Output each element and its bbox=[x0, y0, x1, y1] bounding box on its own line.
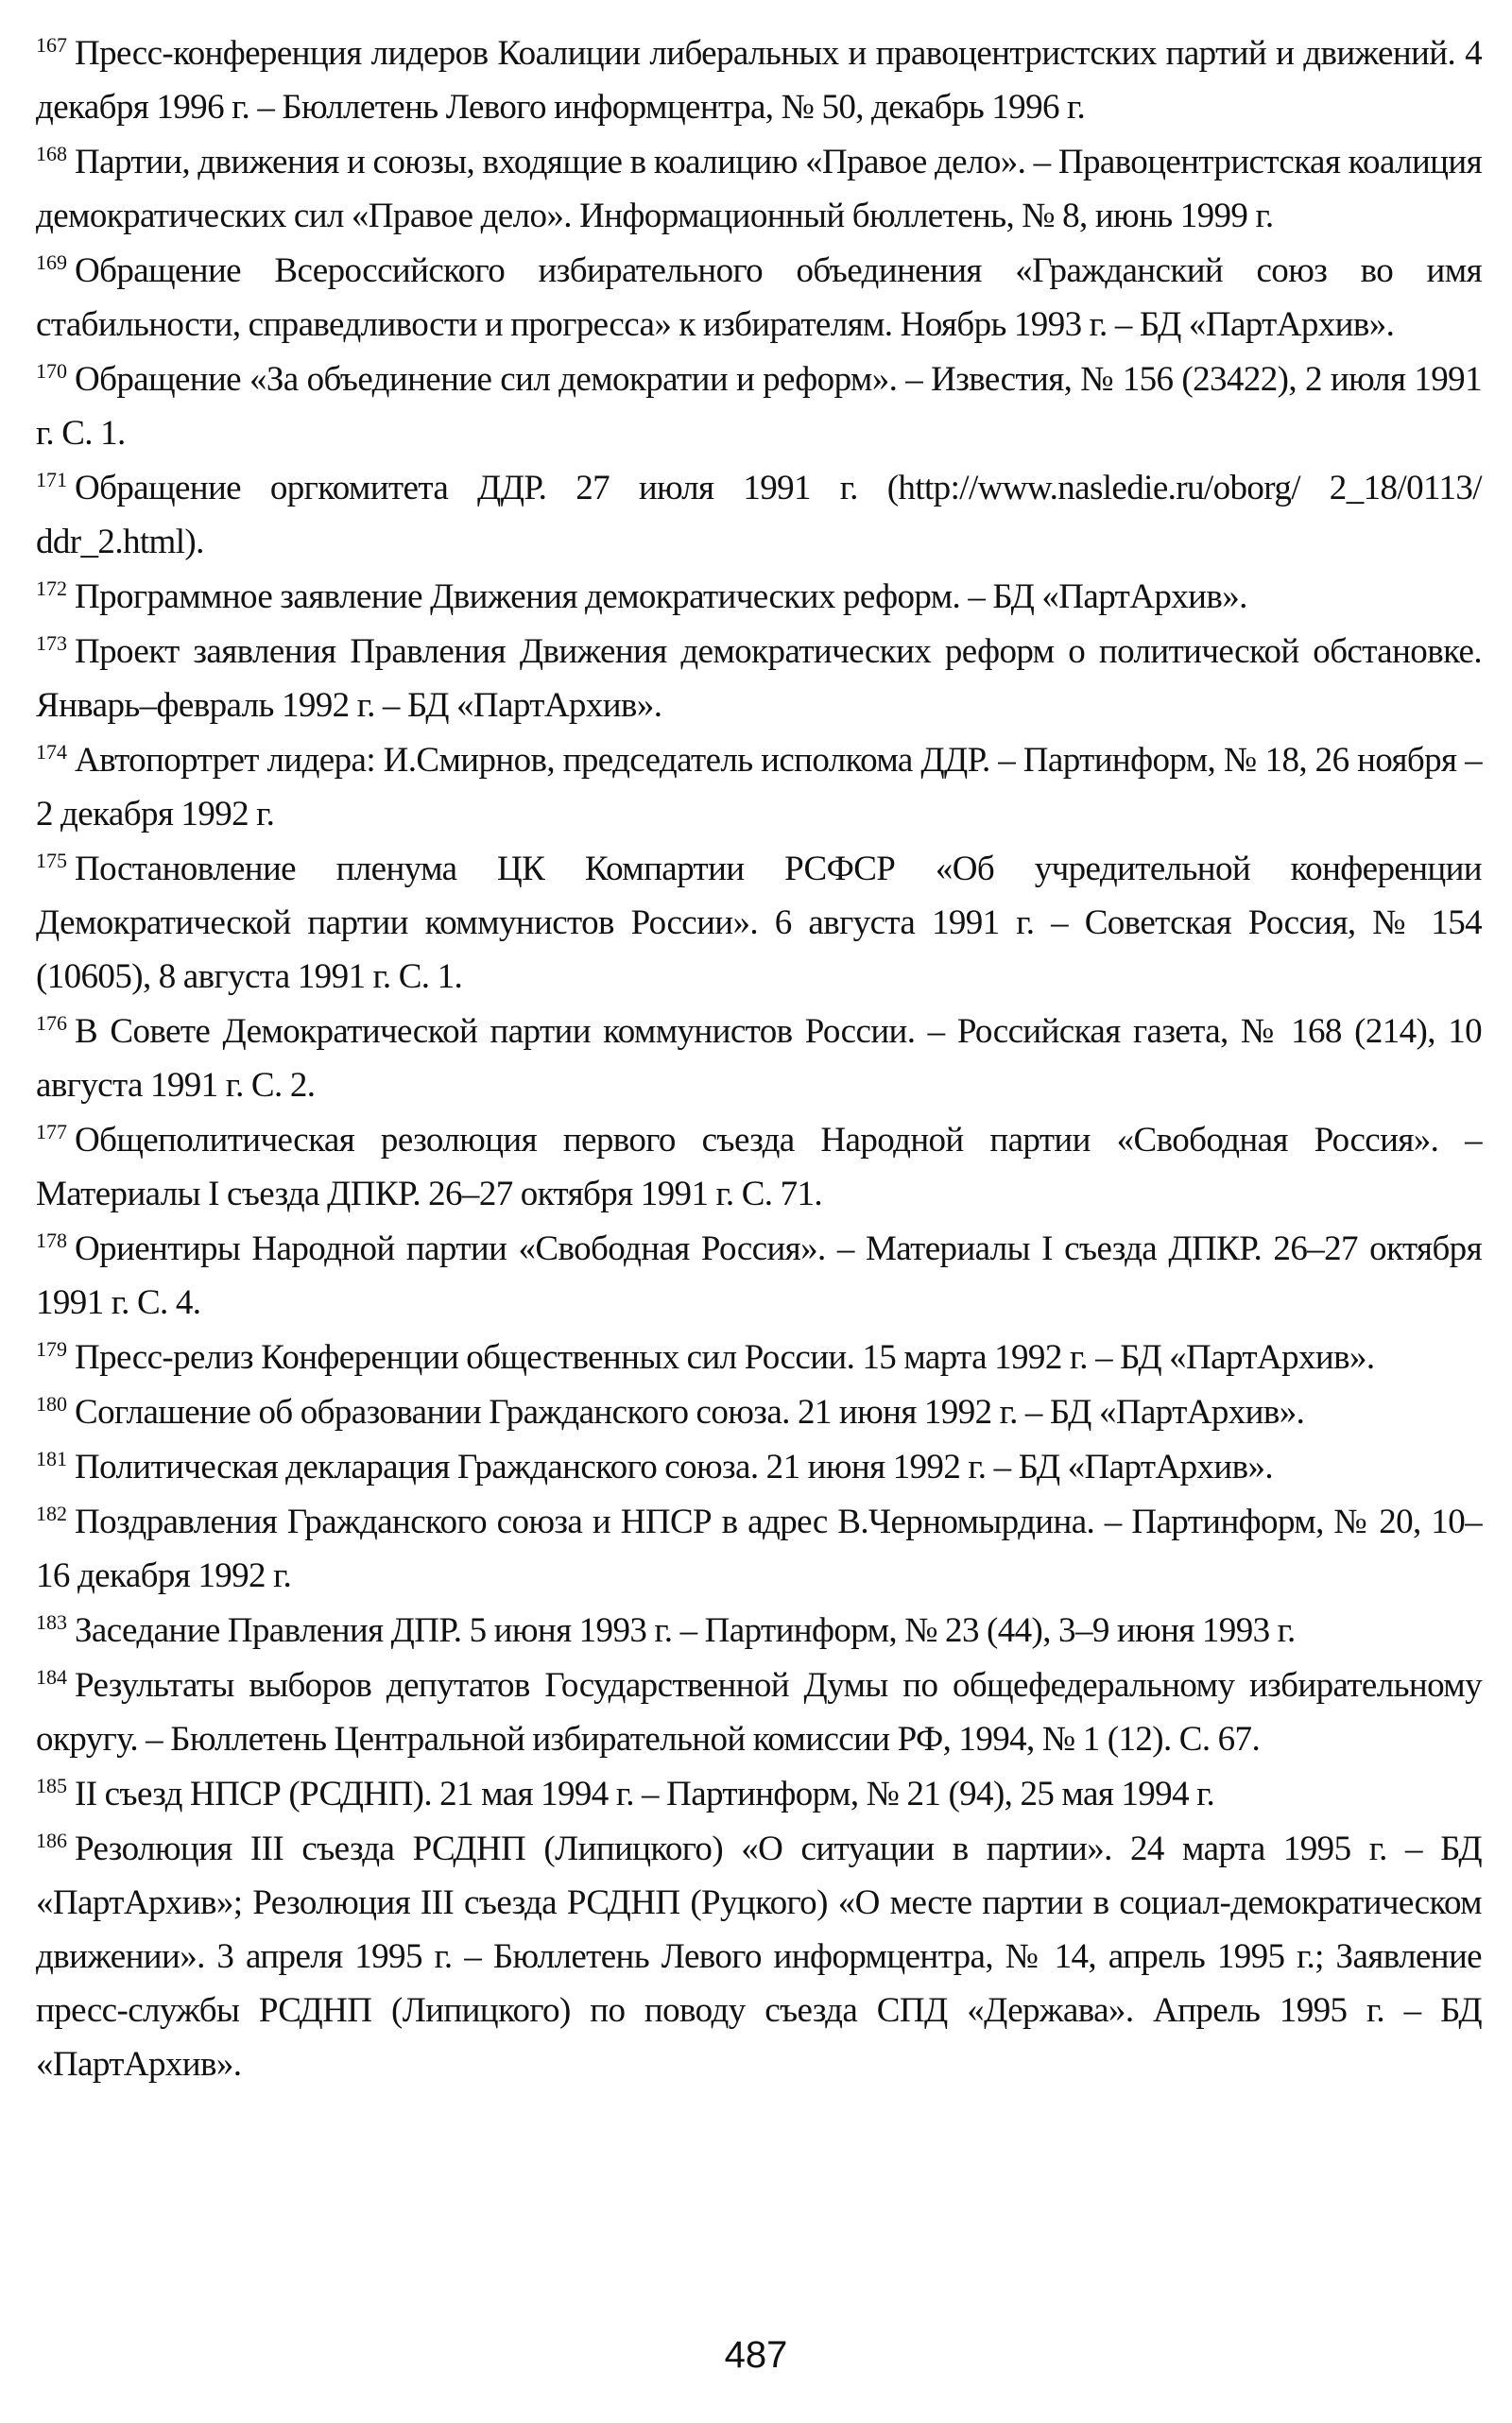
footnote-text: Проект заявления Правления Движения демократических реформ о политической обстановке. Январь–февраль 1992 г. – БД «ПартАрхив». bbox=[36, 632, 1482, 725]
footnote-number: 178 bbox=[36, 1228, 67, 1252]
footnote-text: Партии, движения и союзы, входящие в коалицию «Правое дело». – Правоцентристская коалиция демократических сил «Правое дело». Информационный бюллетень, № 8, июнь 1999 г. bbox=[36, 143, 1482, 235]
footnote-text: Обращение оргкомитета ДДР. 27 июля 1991 г. (http://www.nasledie.ru/oborg/ 2_18/0113/ ddr_2.html). bbox=[36, 469, 1482, 561]
footnote-number: 174 bbox=[36, 739, 67, 764]
footnote bbox=[36, 570, 1482, 624]
footnote bbox=[36, 1604, 1482, 1658]
footnote-number: 168 bbox=[36, 141, 67, 165]
footnote-text: Постановление пленума ЦК Компартии РСФСР «Об учредительной конференции Демократической партии коммунистов России». 6 августа 1991 г. – Советская Россия, № 154 (10605), 8 августа 1991 г. С. 1. bbox=[36, 850, 1482, 996]
footnote-number: 169 bbox=[36, 249, 67, 274]
footnote bbox=[36, 352, 1482, 460]
footnote-text: Пресс-конференция лидеров Коалиции либеральных и правоцентристских партий и движений. 4 декабря 1996 г. – Бюллетень Левого информцентра, № 50, декабрь 1996 г. bbox=[36, 34, 1482, 127]
footnote bbox=[36, 733, 1482, 841]
footnote bbox=[36, 842, 1482, 1004]
footnote-number: 170 bbox=[36, 358, 67, 383]
footnote bbox=[36, 1767, 1482, 1821]
footnote-text: Обращение Всероссийского избирательного объединения «Гражданский союз во имя стабильности, справедливости и прогресса» к избирателям. Ноябрь 1993 г. – БД «ПартАрхив». bbox=[36, 251, 1482, 344]
footnote-text: Соглашение об образовании Гражданского союза. 21 июня 1992 г. – БД «ПартАрхив». bbox=[75, 1393, 1305, 1432]
footnote-text: Автопортрет лидера: И.Смирнов, председатель исполкома ДДР. – Партинформ, № 18, 26 ноября – 2 декабря 1992 г. bbox=[36, 741, 1482, 833]
footnote-number: 185 bbox=[36, 1773, 67, 1797]
page-number: 487 bbox=[724, 2334, 788, 2376]
footnote-number: 173 bbox=[36, 630, 67, 655]
footnote bbox=[36, 461, 1482, 569]
footnote bbox=[36, 1113, 1482, 1221]
footnote bbox=[36, 1222, 1482, 1330]
footnote bbox=[36, 1495, 1482, 1603]
footnote-text: Общеполитическая резолюция первого съезда Народной партии «Свободная Россия». – Материалы I съезда ДПКР. 26–27 октября 1991 г. С. 71. bbox=[36, 1121, 1482, 1213]
footnote-number: 175 bbox=[36, 848, 67, 872]
footnote-list bbox=[36, 26, 1482, 2091]
footnote bbox=[36, 1385, 1482, 1439]
footnote bbox=[36, 135, 1482, 243]
footnote-text: В Совете Демократической партии коммунистов России. – Российская газета, № 168 (214), 10 августа 1991 г. С. 2. bbox=[36, 1012, 1482, 1105]
footnote-number: 181 bbox=[36, 1446, 67, 1470]
footnote bbox=[36, 1331, 1482, 1384]
footnote-number: 183 bbox=[36, 1609, 67, 1634]
footnote-number: 177 bbox=[36, 1119, 67, 1143]
footnote bbox=[36, 1822, 1482, 2091]
footnote-number: 172 bbox=[36, 576, 67, 600]
footnote-number: 180 bbox=[36, 1391, 67, 1416]
footnote-number: 184 bbox=[36, 1664, 67, 1689]
footnote-text: Пресс-релиз Конференции общественных сил России. 15 марта 1992 г. – БД «ПартАрхив». bbox=[75, 1338, 1375, 1377]
footnote bbox=[36, 244, 1482, 352]
footnote-text: Заседание Правления ДПР. 5 июня 1993 г. – Партинформ, № 23 (44), 3–9 июня 1993 г. bbox=[75, 1611, 1296, 1650]
footnote bbox=[36, 1440, 1482, 1494]
footnote-text: Резолюция III съезда РСДНП (Липицкого) «О ситуации в партии». 24 марта 1995 г. – БД «ПартАрхив»; Резолюция III съезда РСДНП (Руцкого) «О месте партии в социал-демократическом движении». 3 апреля 1995 г. – Бюллетень Левого информцентра, № 14, апрель 1995 г.; Заявление пресс-службы РСДНП (Липицкого) по поводу съезда СПД «Держава». Апрель 1995 г. – БД «ПартАрхив». bbox=[36, 1830, 1482, 2084]
footnote bbox=[36, 1005, 1482, 1112]
footnote-text: Политическая декларация Гражданского союза. 21 июня 1992 г. – БД «ПартАрхив». bbox=[75, 1448, 1274, 1486]
footnote-number: 176 bbox=[36, 1010, 67, 1035]
footnote-number: 171 bbox=[36, 467, 67, 491]
footnote-text: Программное заявление Движения демократических реформ. – БД «ПартАрхив». bbox=[75, 577, 1247, 616]
footnote bbox=[36, 625, 1482, 732]
footnote-number: 182 bbox=[36, 1501, 67, 1525]
footnote-number: 167 bbox=[36, 32, 67, 57]
footnote-text: Поздравления Гражданского союза и НПСР в адрес В.Черномырдина. – Партинформ, № 20, 10–16 декабря 1992 г. bbox=[36, 1503, 1482, 1595]
footnote-text: Результаты выборов депутатов Государственной Думы по общефедеральному избирательному округу. – Бюллетень Центральной избирательной комиссии РФ, 1994, № 1 (12). С. 67. bbox=[36, 1666, 1482, 1759]
footnote bbox=[36, 26, 1482, 134]
footnote-number: 186 bbox=[36, 1828, 67, 1852]
footnote-text: Обращение «За объединение сил демократии и реформ». – Известия, № 156 (23422), 2 июля 1991 г. С. 1. bbox=[36, 360, 1482, 453]
footnote-number: 179 bbox=[36, 1336, 67, 1361]
footnote-text: II съезд НПСР (РСДНП). 21 мая 1994 г. – Партинформ, № 21 (94), 25 мая 1994 г. bbox=[75, 1775, 1215, 1813]
footnote-text: Ориентиры Народной партии «Свободная Россия». – Материалы I съезда ДПКР. 26–27 октября 1991 г. С. 4. bbox=[36, 1229, 1482, 1322]
footnote bbox=[36, 1658, 1482, 1766]
